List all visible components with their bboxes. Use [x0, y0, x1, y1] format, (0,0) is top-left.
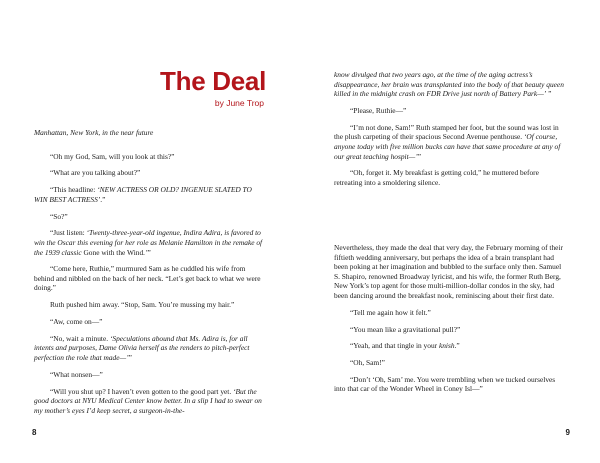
paragraph [334, 123, 566, 161]
paragraph-after: ” [546, 89, 552, 99]
right-text-column-bottom [334, 243, 566, 401]
paragraph [334, 358, 566, 368]
paragraph [34, 317, 266, 327]
right-bottom-paragraphs [334, 243, 566, 394]
paragraph-text: “What nonsen—” [50, 369, 103, 379]
paragraph-after: .” [100, 194, 106, 204]
paragraph [34, 185, 266, 204]
paragraph-text: “Aw, come on—” [50, 317, 103, 327]
paragraph [34, 228, 266, 257]
paragraph-text: “No, wait a minute. [50, 333, 110, 343]
paragraph-after-italic: .’ [143, 247, 148, 257]
paragraph-text: “So?” [50, 211, 68, 221]
paragraph-italic: ‘Speculations abound that Ms. Adira is, for all intents and purposes, Dame Olivia herself as the renders to pitch-perfect perfection the role that made—’ [34, 333, 250, 362]
paragraph-text: “Just listen: [50, 228, 87, 238]
left-text-column [34, 128, 266, 423]
right-top-paragraphs [334, 70, 566, 188]
paragraph [34, 168, 266, 178]
left-paragraphs [34, 152, 266, 416]
paragraph-text: “I’m not done, Sam!” Ruth stamped her foot, but the sound was lost in the plush carpeting of their spacious Second Avenue penthouse. [334, 122, 559, 142]
paragraph [34, 264, 266, 293]
paragraph-text: “This headline: [50, 185, 98, 195]
paragraph [34, 152, 266, 162]
paragraph-text: Nevertheless, they made the deal that very day, the February morning of their fiftieth wedding anniversary, but perhaps the idea of a brain transplant had been poking at her imagination and bubbled to the surface only then. Samuel S. Shapiro, renowned Broadway lyricist, and his wife, the former Ruth Berg, New York’s top agent for those multi-million-dollar condos in the sky, had been dancing around the breakfast nook, reminiscing about their first date. [334, 243, 563, 300]
paragraph [34, 212, 266, 222]
paragraph [334, 70, 566, 99]
paragraph [334, 243, 566, 301]
page-number-left: 8 [32, 428, 37, 437]
paragraph-text: “What are you talking about?” [50, 168, 141, 178]
paragraph [334, 375, 566, 394]
story-title: The Deal [160, 66, 266, 96]
page-number-right: 9 [565, 428, 570, 437]
byline: by June Trop [214, 98, 264, 108]
paragraph-after: ” [417, 151, 421, 161]
paragraph-text: Ruth pushed him away. “Stop, Sam. You’re mussing my hair.” [50, 300, 235, 310]
paragraph-italic: ‘Twenty-three-year-old ingenue, Indira Adira, is favored to win the Oscar this evening for her role as Melanie Hamilton in the remake of the 1939 classic [34, 228, 263, 257]
paragraph [334, 308, 566, 318]
paragraph-after: ” [147, 247, 151, 257]
paragraph-italic: ‘Of course, anyone today with five million bucks can have that same procedure at any of our great teaching hospit—’ [334, 132, 561, 161]
paragraph-text: “Tell me again how it felt.” [350, 307, 431, 317]
paragraph-roman: Gone with the Wind [83, 247, 144, 257]
paragraph [34, 300, 266, 310]
paragraph-text: “Yeah, and that tingle in your [350, 341, 439, 351]
paragraph-italic: ‘NEW ACTRESS OR OLD? INGENUE SLATED TO WIN BEST ACTRESS’ [34, 185, 252, 204]
right-text-column-top [334, 70, 566, 195]
paragraph [34, 387, 266, 416]
paragraph [34, 370, 266, 380]
paragraph-text: “Oh my God, Sam, will you look at this?” [50, 151, 175, 161]
paragraph-text: “Oh, Sam!” [350, 358, 385, 368]
paragraph-italic: ‘But the good doctors at NYU Medical Center know better. In a slip I had to swear on my mother’s eyes I’d keep secret, a surgeon-in-the- [34, 386, 262, 415]
paragraph-text: “Please, Ruthie—” [350, 105, 407, 115]
paragraph-after: .” [454, 341, 460, 351]
paragraph-italic: know divulged that two years ago, at the time of the aging actress’s disappearance, her brain was transplanted into the body of that beauty queen killed in the midnight crash on FDR Drive just north of Battery Park—’ [334, 70, 564, 99]
paragraph-after: ” [128, 353, 132, 362]
paragraph-text: “Will you shut up? I haven’t even gotten to the good part yet. [50, 386, 234, 396]
paragraph [334, 325, 566, 335]
paragraph [34, 334, 266, 363]
paragraph [334, 168, 566, 187]
paragraph [334, 106, 566, 116]
paragraph [334, 341, 566, 351]
paragraph-text: “Come here, Ruthie,” murmured Sam as he cuddled his wife from behind and nibbled on the back of her neck. “Let’s get back to what we were doing.” [34, 264, 261, 293]
dateline: Manhattan, New York, in the near future [34, 128, 154, 137]
paragraph-text: “Oh, forget it. My breakfast is getting cold,” he muttered before retreating into a smoldering silence. [334, 168, 539, 187]
paragraph-italic: knish [438, 341, 455, 351]
right-page [300, 0, 600, 463]
paragraph-text: “You mean like a gravitational pull?” [350, 324, 461, 334]
paragraph-text: “Don’t ‘Oh, Sam’ me. You were trembling when we tucked ourselves into that car of the Wonder Wheel in Coney Isl—” [334, 374, 556, 394]
